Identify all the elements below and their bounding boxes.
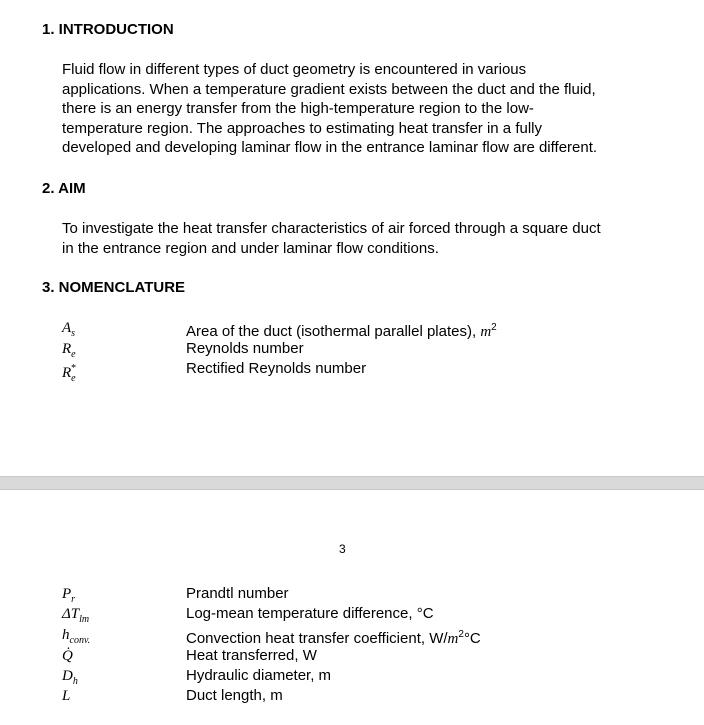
symbol-heat-transferred: Q̇: [62, 648, 73, 664]
definition-convection-coefficient: Convection heat transfer coefficient, $W/m^2^\circ C$: [186, 629, 481, 647]
page-separator: [0, 476, 704, 490]
introduction-heading: 1. INTRODUCTION: [42, 21, 174, 38]
definition-area: Area of the duct (isothermal parallel plates), $m^2$: [186, 322, 497, 340]
symbol-rectified-reynolds: $R_e^*$: [62, 363, 76, 384]
intro-line: applications. When a temperature gradient exists between the duct and the fluid,: [62, 80, 596, 98]
aim-heading: 2. AIM: [42, 180, 86, 197]
symbol-convection-coefficient: $h_{conv.}$: [62, 627, 91, 646]
symbol-log-mean-temp: $\Delta T_{lm}$: [62, 606, 90, 625]
symbol-duct-length: L: [62, 688, 71, 704]
aim-paragraph: [62, 219, 662, 258]
page-number: 3: [339, 542, 346, 556]
definition-duct-length: Duct length, m: [186, 687, 283, 704]
definition-prandtl: Prandtl number: [186, 585, 289, 602]
definition-reynolds: Reynolds number: [186, 340, 304, 357]
aim-line: in the entrance region and under laminar flow conditions.: [62, 239, 439, 257]
aim-line: To investigate the heat transfer characteristics of air forced through a square duct: [62, 220, 601, 237]
intro-line: Fluid flow in different types of duct geometry is encountered in various: [62, 61, 527, 78]
nomenclature-heading: 3. NOMENCLATURE: [42, 279, 186, 296]
definition-log-mean-temp: Log-mean temperature difference, °C: [186, 605, 434, 622]
symbol-area: $A_s$: [62, 320, 76, 339]
intro-line: there is an energy transfer from the high-temperature region to the low-: [62, 100, 534, 118]
definition-hydraulic-diameter: Hydraulic diameter, m: [186, 667, 332, 684]
intro-line: developed and developing laminar flow in the entrance laminar flow are different.: [62, 139, 598, 157]
symbol-prandtl: $P_r$: [62, 586, 76, 605]
introduction-paragraph: [62, 60, 662, 158]
definition-rectified-reynolds: Rectified Reynolds number: [186, 360, 367, 377]
symbol-hydraulic-diameter: $D_h$: [62, 668, 78, 687]
intro-line: temperature region. The approaches to estimating heat transfer in a fully: [62, 119, 542, 137]
symbol-reynolds: $R_e$: [62, 341, 76, 360]
definition-heat-transferred: Heat transferred, W: [186, 647, 317, 664]
